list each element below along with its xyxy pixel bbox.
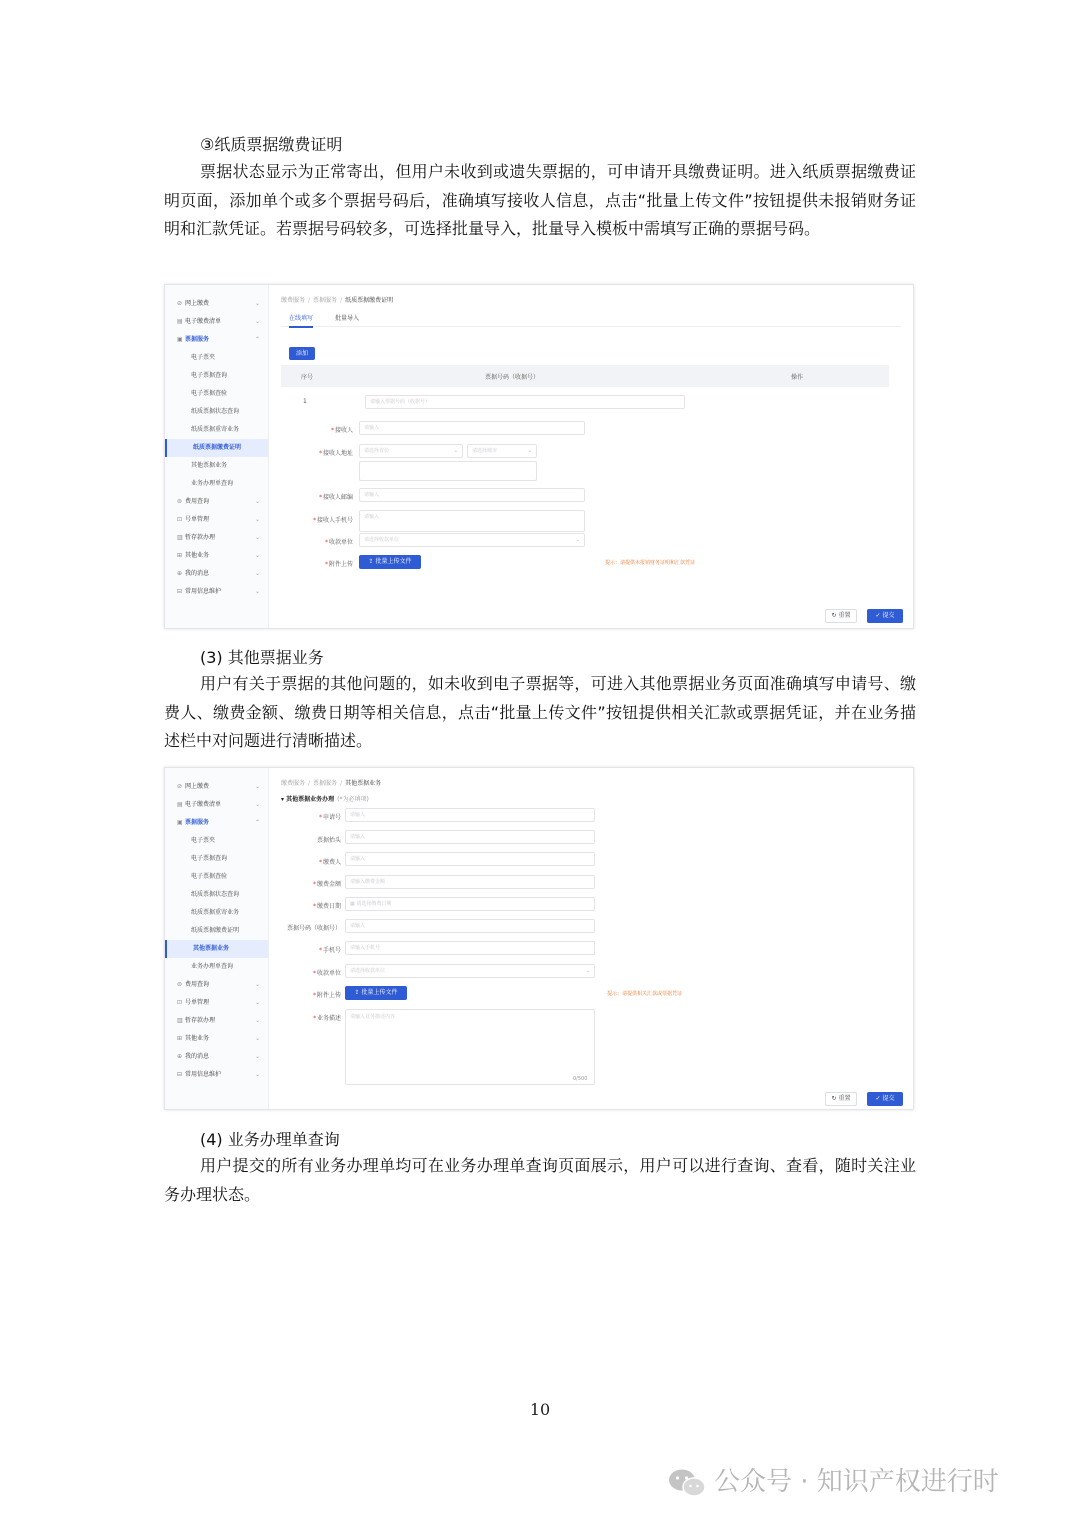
chevron-down-icon: ⌄ (453, 448, 458, 454)
sidebar-item-label: 电子票夹 (191, 354, 216, 361)
sidebar-item-label: 业务办理单查询 (191, 963, 234, 970)
attachment-label: *附件上传 (312, 992, 341, 999)
check-icon: ✓ (875, 612, 883, 619)
add-button[interactable]: 添加 (289, 347, 315, 360)
upload-icon: ⇪ (354, 989, 362, 996)
phone-input[interactable]: 请输入 (359, 510, 585, 532)
chevron-down-icon: ⌄ (254, 570, 260, 577)
upload-icon: ⇪ (368, 558, 376, 565)
payer-label: *缴费人 (318, 859, 341, 866)
sidebar-item[interactable] (165, 814, 268, 832)
sidebar-item-label: 电子票据查询 (191, 855, 228, 862)
sidebar-item-label: 费用查询 (185, 498, 210, 505)
sidebar-item[interactable] (165, 475, 268, 493)
address-label: *接收人地址 (318, 450, 353, 457)
sidebar-item-label: 纸质票据缴费证明 (193, 444, 242, 451)
sidebar-item[interactable] (165, 439, 268, 457)
chevron-down-icon: ⌄ (254, 999, 260, 1006)
phone-input[interactable]: 请输入手机号 (345, 941, 595, 955)
payer-input[interactable]: 请输入 (345, 852, 595, 866)
sidebar-item-label: 纸质票据缴费证明 (191, 927, 240, 934)
payee-select[interactable]: 请选择收款单位 ⌄ (359, 533, 585, 547)
paragraph-other-business: 用户有关于票据的其他问题的，如未收到电子票据等，可进入其他票据业务页面准确填写申请号、缴费人、缴费金额、缴费日期等相关信息，点击“批量上传文件”按钮提供相关汇款或票据凭证，并在业务描述栏中对问题进行清晰描述。 (164, 674, 916, 750)
chevron-down-icon: ⌄ (254, 300, 260, 307)
sidebar-item[interactable] (165, 313, 268, 331)
main-panel (277, 285, 905, 628)
amount-label: *缴费金额 (312, 881, 341, 888)
breadcrumb-item[interactable]: 缴费服务 (281, 780, 306, 787)
chevron-down-icon: ⌄ (254, 1035, 260, 1042)
menu-icon: ⊕ (177, 570, 183, 577)
sidebar-item[interactable] (165, 796, 268, 814)
sidebar-item-label: 常用信息维护 (185, 588, 222, 595)
refresh-icon: ↻ (831, 1095, 839, 1102)
chevron-down-icon: ⌄ (254, 588, 260, 595)
sidebar-item-label: 票据服务 (185, 819, 210, 826)
paragraph-order-query: 用户提交的所有业务办理单均可在业务办理单查询页面展示，用户可以进行查询、查看，随时关注业务办理状态。 (164, 1156, 916, 1204)
sidebar-item[interactable] (165, 457, 268, 475)
sidebar-menu (165, 285, 269, 628)
sidebar-item-label: 我的消息 (185, 1053, 210, 1060)
sidebar-item[interactable] (165, 832, 268, 850)
menu-icon: ⊡ (177, 516, 183, 523)
chevron-down-icon: ⌄ (254, 498, 260, 505)
sidebar-item[interactable] (165, 367, 268, 385)
sidebar-item[interactable] (165, 493, 268, 511)
sidebar-menu (165, 768, 269, 1109)
invoice-title-label: 票据抬头 (316, 837, 341, 844)
menu-icon: ⊟ (177, 1071, 183, 1078)
sidebar-item[interactable] (165, 778, 268, 796)
sidebar-item-label: 常用信息维护 (185, 1071, 222, 1078)
sidebar-item[interactable] (165, 904, 268, 922)
table-row-index: 1 (303, 398, 307, 405)
sidebar-item[interactable] (165, 976, 268, 994)
menu-icon: ▥ (177, 534, 183, 541)
breadcrumb-current: 其他票据业务 (345, 780, 382, 787)
receiver-label: *接收人 (330, 427, 353, 434)
menu-icon: ⊘ (177, 300, 183, 307)
sidebar-item-label: 纸质票据状态查询 (191, 408, 240, 415)
screenshot-other-business (164, 767, 914, 1110)
upload-hint: 提示：请提供相关汇款或票据凭证 (607, 991, 683, 997)
sidebar-item[interactable] (165, 331, 268, 349)
sidebar-item[interactable] (165, 1030, 268, 1048)
postcode-input[interactable]: 请输入 (359, 488, 585, 502)
paragraph-paper-proof: 票据状态显示为正常寄出，但用户未收到或遗失票据的，可申请开具缴费证明。进入纸质票据缴费证明页面，添加单个或多个票据号码后，准确填写接收人信息，点击“批量上传文件”按钮提供未报销财务证明和汇款凭证。若票据号码较多，可选择批量导入，批量导入模板中需填写正确的票据号码。 (164, 162, 916, 238)
batch-upload-button[interactable]: ⇪ 批量上传文件 (345, 986, 407, 1000)
tab-batch-import[interactable]: 批量导入 (335, 315, 360, 322)
main-panel (277, 768, 905, 1109)
sidebar-item[interactable] (165, 1066, 268, 1084)
sidebar-item-label: 网上缴费 (185, 783, 210, 790)
phone-label: *接收人手机号 (312, 517, 353, 524)
sidebar-item-label: 纸质票据重寄业务 (191, 909, 240, 916)
sidebar-item-label: 纸质票据重寄业务 (191, 426, 240, 433)
chevron-down-icon: ⌄ (254, 318, 260, 325)
sidebar-item-label: 费用查询 (185, 981, 210, 988)
province-select[interactable]: 请选择省份 ⌄ (359, 444, 463, 458)
section-title-paper-proof: ③纸质票据缴费证明 (200, 135, 343, 154)
chevron-down-icon: ⌄ (254, 783, 260, 790)
application-no-input[interactable]: 请输入 (345, 808, 595, 822)
reset-button[interactable]: ↻ 重置 (825, 609, 857, 623)
sidebar-item[interactable] (165, 922, 268, 940)
breadcrumb-item[interactable]: 缴费服务 (281, 297, 306, 304)
check-icon: ✓ (875, 1095, 883, 1102)
sidebar-item-label: 电子缴费清单 (185, 318, 222, 325)
menu-icon: ⊜ (177, 498, 183, 505)
watermark-text: 公众号 · 知识产权进行时 (714, 1467, 999, 1497)
menu-icon: ⊜ (177, 981, 183, 988)
chevron-down-icon: ⌄ (585, 968, 590, 974)
menu-icon: ⊕ (177, 1053, 183, 1060)
chevron-down-icon: ⌄ (254, 801, 260, 808)
chevron-down-icon: ⌄ (254, 1053, 260, 1060)
submit-button[interactable]: ✓ 提交 (867, 1092, 903, 1106)
form-section-title: ▾ 其他票据业务办理 (*为必填项) (281, 796, 369, 803)
sidebar-item-label: 暂存款办理 (185, 1017, 216, 1024)
submit-button[interactable]: ✓ 提交 (867, 609, 903, 623)
invoice-title-input[interactable]: 请输入 (345, 830, 595, 844)
date-picker[interactable]: ▦ 请选择缴费日期 (345, 897, 595, 911)
chevron-up-icon: ⌃ (254, 336, 260, 343)
screenshot-paper-proof (164, 284, 914, 629)
upload-hint: 提示：请提供未报销财务证明和汇款凭证 (605, 560, 696, 566)
chevron-down-icon: ⌄ (254, 1071, 260, 1078)
page-number: 10 (529, 1400, 551, 1419)
char-counter: 0/500 (573, 1076, 588, 1082)
menu-icon: ⊟ (177, 588, 183, 595)
sidebar-item-label: 暂存款办理 (185, 534, 216, 541)
payee-label: *收款单位 (312, 970, 341, 977)
sidebar-item[interactable] (165, 511, 268, 529)
sidebar-item[interactable] (165, 385, 268, 403)
description-textarea[interactable]: 请输入业务描述内容 (345, 1009, 595, 1085)
application-no-label: *申请号 (318, 814, 341, 821)
chevron-down-icon: ⌄ (254, 534, 260, 541)
sidebar-item-label: 纸质票据状态查询 (191, 891, 240, 898)
payee-label: *收款单位 (324, 539, 353, 546)
table-header (281, 365, 889, 387)
batch-upload-button[interactable]: ⇪ 批量上传文件 (359, 555, 421, 569)
menu-icon: ⊘ (177, 783, 183, 790)
chevron-down-icon: ⌄ (254, 516, 260, 523)
sidebar-item-label: 网上缴费 (185, 300, 210, 307)
breadcrumb: 缴费服务 / 票据服务 / 纸质票据缴费证明 (281, 297, 394, 304)
sidebar-item[interactable] (165, 421, 268, 439)
sidebar-item[interactable] (165, 565, 268, 583)
sidebar-item-label: 电子票据查验 (191, 873, 228, 880)
sidebar-item[interactable] (165, 1048, 268, 1066)
refresh-icon: ↻ (831, 612, 839, 619)
sidebar-item-label: 其他票据业务 (193, 945, 230, 952)
reset-button[interactable]: ↻ 重置 (825, 1092, 857, 1106)
postcode-label: *接收人邮编 (318, 494, 353, 501)
column-header-index: 序号 (301, 374, 314, 381)
sidebar-item[interactable] (165, 1012, 268, 1030)
payee-select[interactable]: 请选择收款单位 ⌄ (345, 964, 595, 978)
sidebar-item[interactable] (165, 958, 268, 976)
caret-down-icon: ▾ (281, 796, 287, 803)
sidebar-item-label: 号单管理 (185, 999, 210, 1006)
tab-bar (281, 309, 901, 327)
section-title-order-query: (4) 业务办理单查询 (200, 1130, 340, 1149)
address-detail-input[interactable] (359, 461, 537, 481)
column-header-action: 操作 (791, 374, 804, 381)
sidebar-item[interactable] (165, 547, 268, 565)
menu-icon: ▥ (177, 1017, 183, 1024)
menu-icon: ⊞ (177, 1035, 183, 1042)
sidebar-item-label: 我的消息 (185, 570, 210, 577)
sidebar-item-label: 电子票据查询 (191, 372, 228, 379)
sidebar-item-label: 业务办理单查询 (191, 480, 234, 487)
menu-icon: ⊡ (177, 999, 183, 1006)
sidebar-item-label: 号单管理 (185, 516, 210, 523)
receipt-no-label: 票据号码（收据号） (286, 925, 341, 932)
description-label: *业务描述 (312, 1015, 341, 1022)
wechat-logo-icon (668, 1468, 706, 1498)
chevron-down-icon: ⌄ (575, 537, 580, 543)
chevron-down-icon: ⌄ (527, 448, 532, 454)
receipt-number-input[interactable]: 请输入票据号码（收据号） (365, 395, 685, 409)
sidebar-item[interactable] (165, 295, 268, 313)
phone-label: *手机号 (318, 947, 341, 954)
sidebar-item[interactable] (165, 940, 268, 958)
section-title-other-business: (3) 其他票据业务 (200, 648, 324, 667)
sidebar-item-label: 其他票据业务 (191, 462, 228, 469)
menu-icon: ▣ (177, 336, 183, 343)
sidebar-item[interactable] (165, 994, 268, 1012)
attachment-label: *附件上传 (324, 561, 353, 568)
menu-icon: ▤ (177, 318, 183, 325)
menu-icon: ⊞ (177, 552, 183, 559)
calendar-icon: ▦ (350, 901, 357, 907)
chevron-down-icon: ⌄ (254, 552, 260, 559)
breadcrumb-item[interactable]: 票据服务 (313, 297, 338, 304)
sidebar-item-label: 电子票夹 (191, 837, 216, 844)
breadcrumb-current: 纸质票据缴费证明 (345, 297, 394, 304)
breadcrumb-item[interactable]: 票据服务 (313, 780, 338, 787)
menu-icon: ▤ (177, 801, 183, 808)
sidebar-item[interactable] (165, 403, 268, 421)
city-select[interactable]: 请选择城市 ⌄ (467, 444, 537, 458)
tab-online-fill[interactable]: 在线填写 (289, 313, 313, 328)
sidebar-item-label: 电子票据查验 (191, 390, 228, 397)
sidebar-item[interactable] (165, 583, 268, 601)
receiver-input[interactable]: 请输入 (359, 421, 585, 435)
sidebar-item-label: 其他业务 (185, 1035, 210, 1042)
chevron-up-icon: ⌃ (254, 819, 260, 826)
sidebar-item[interactable] (165, 529, 268, 547)
chevron-down-icon: ⌄ (254, 1017, 260, 1024)
sidebar-item[interactable] (165, 886, 268, 904)
menu-icon: ▣ (177, 819, 183, 826)
sidebar-item-label: 其他业务 (185, 552, 210, 559)
date-label: *缴费日期 (312, 903, 341, 910)
chevron-down-icon: ⌄ (254, 981, 260, 988)
breadcrumb: 缴费服务 / 票据服务 / 其他票据业务 (281, 780, 382, 787)
receipt-no-input[interactable]: 请输入 (345, 919, 595, 933)
column-header-receipt-no: 票据号码（收据号） (485, 374, 540, 381)
sidebar-item-label: 电子缴费清单 (185, 801, 222, 808)
amount-input[interactable]: 请输入缴费金额 (345, 875, 595, 889)
sidebar-item[interactable] (165, 850, 268, 868)
sidebar-item[interactable] (165, 349, 268, 367)
sidebar-item-label: 票据服务 (185, 336, 210, 343)
sidebar-item[interactable] (165, 868, 268, 886)
